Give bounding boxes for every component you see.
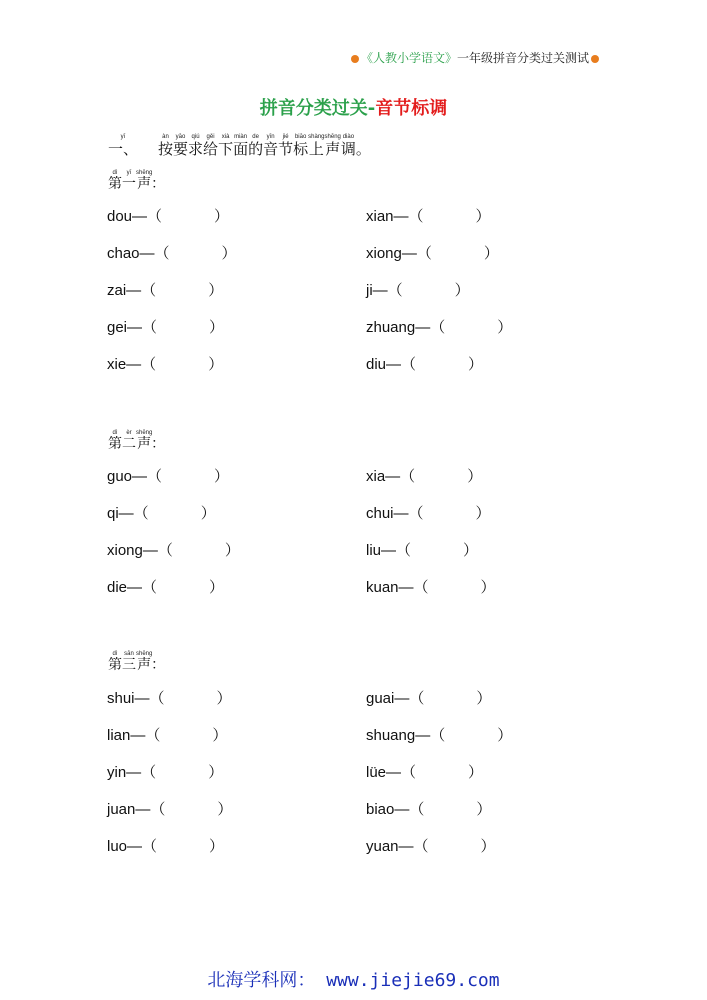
orange-dot-icon: [591, 55, 599, 63]
close-paren: ）: [217, 801, 233, 818]
syllable-prompt: kuan—（: [366, 579, 429, 596]
close-paren: ）: [476, 801, 492, 818]
section-heading-1: 第dì一yī声shēng：: [108, 170, 166, 192]
syllable-prompt: zhuang—（: [366, 319, 446, 336]
ruby-char: 声shēng: [136, 430, 153, 452]
instruction: [108, 134, 371, 159]
ruby-char: 调diào: [340, 134, 356, 158]
syllable-prompt: diu—（: [366, 356, 417, 373]
close-paren: ）: [454, 282, 470, 299]
series-name: 《人教小学语文》: [360, 51, 457, 65]
footer-website[interactable]: 北海学科网： www.jiejie69.com: [207, 970, 500, 991]
exercise-item: [366, 205, 491, 226]
ruby-char: 声shēng: [136, 651, 153, 673]
ruby-char: 节jié: [278, 134, 294, 158]
instruction-end: 。: [355, 140, 371, 158]
ruby-char: 声shēng: [324, 134, 341, 158]
exercise-item: [107, 687, 232, 708]
close-paren: ）: [209, 838, 225, 855]
syllable-prompt: luo—（: [107, 838, 158, 855]
section-heading-2: 第dì二èr声shēng：: [108, 430, 166, 452]
syllable-prompt: gei—（: [107, 319, 158, 336]
close-paren: ）: [483, 245, 499, 262]
syllable-prompt: yin—（: [107, 764, 157, 781]
ruby-char: 声shēng: [136, 170, 153, 192]
exercise-item: [107, 353, 223, 374]
ruby-char: 一yī: [122, 170, 136, 192]
close-paren: ）: [468, 764, 484, 781]
ruby-char: 求qiú: [188, 134, 204, 158]
syllable-prompt: chui—（: [366, 505, 424, 522]
close-paren: ）: [216, 690, 232, 707]
title-highlight: 音节标调: [375, 98, 448, 119]
syllable-prompt: die—（: [107, 579, 158, 596]
exercise-item: [107, 761, 223, 782]
exercise-item: [366, 798, 491, 819]
exercise-item: [366, 761, 483, 782]
syllable-prompt: ji—（: [366, 282, 403, 299]
close-paren: ）: [467, 468, 483, 485]
exercise-item: [366, 539, 478, 560]
close-paren: ）: [208, 764, 224, 781]
syllable-prompt: xia—（: [366, 468, 416, 485]
syllable-prompt: zai—（: [107, 282, 157, 299]
exercise-item: [107, 242, 237, 263]
ruby-char: 给gěi: [203, 134, 219, 158]
syllable-prompt: lüe—（: [366, 764, 417, 781]
ruby-char: 要yāo: [173, 134, 189, 158]
exercise-item: [366, 465, 482, 486]
syllable-prompt: dou—（: [107, 208, 163, 225]
ruby-char: 三sān: [122, 651, 136, 673]
exercise-item: [366, 242, 499, 263]
exercise-item: [107, 798, 232, 819]
syllable-prompt: qi—（: [107, 505, 149, 522]
syllable-prompt: guo—（: [107, 468, 163, 485]
close-paren: ）: [497, 727, 513, 744]
close-paren: ）: [208, 356, 224, 373]
close-paren: ）: [463, 542, 479, 559]
exercise-item: [107, 502, 216, 523]
syllable-prompt: shui—（: [107, 690, 165, 707]
exercise-item: [107, 205, 229, 226]
exercise-item: [366, 724, 512, 745]
syllable-prompt: liu—（: [366, 542, 412, 559]
exercise-item: [107, 835, 224, 856]
ruby-char: 面miàn: [233, 134, 249, 158]
close-paren: ）: [476, 690, 492, 707]
close-paren: ）: [209, 319, 225, 336]
exercise-item: [366, 687, 491, 708]
close-paren: ）: [480, 838, 496, 855]
exercise-item: [366, 353, 483, 374]
ruby-char: 一、yī: [108, 134, 139, 158]
syllable-prompt: xiong—（: [366, 245, 432, 262]
exercise-item: [107, 465, 229, 486]
ruby-char: 第dì: [108, 430, 122, 452]
syllable-prompt: yuan—（: [366, 838, 429, 855]
section-heading-3: 第dì三sān声shēng：: [108, 651, 166, 673]
exercise-item: [107, 724, 227, 745]
exercise-item: [366, 576, 496, 597]
syllable-prompt: shuang—（: [366, 727, 446, 744]
close-paren: ）: [224, 542, 240, 559]
syllable-prompt: juan—（: [107, 801, 166, 818]
instruction-text: [158, 134, 356, 158]
syllable-prompt: xie—（: [107, 356, 157, 373]
exercise-item: [107, 576, 224, 597]
exercise-item: [107, 316, 224, 337]
close-paren: ）: [468, 356, 484, 373]
close-paren: ）: [475, 505, 491, 522]
page-header: [349, 49, 601, 66]
exercise-item: [107, 539, 240, 560]
ruby-char: 标biāo: [293, 134, 309, 158]
close-paren: ）: [480, 579, 496, 596]
instruction-number: [108, 134, 158, 159]
exercise-item: [366, 835, 496, 856]
orange-dot-icon: [351, 55, 359, 63]
title-main: 拼音分类过关-: [259, 98, 376, 119]
ruby-char: 第dì: [108, 170, 122, 192]
ruby-char: 第dì: [108, 651, 122, 673]
exercise-item: [107, 279, 223, 300]
close-paren: ）: [497, 319, 513, 336]
page-title: [0, 94, 707, 120]
series-desc: 一年级拼音分类过关测试: [456, 51, 589, 65]
ruby-char: 二èr: [122, 430, 136, 452]
syllable-prompt: chao—（: [107, 245, 170, 262]
syllable-prompt: guai—（: [366, 690, 425, 707]
close-paren: ）: [209, 579, 225, 596]
syllable-prompt: lian—（: [107, 727, 161, 744]
close-paren: ）: [475, 208, 491, 225]
close-paren: ）: [214, 468, 230, 485]
ruby-char: 下xià: [218, 134, 234, 158]
close-paren: ）: [208, 282, 224, 299]
ruby-char: 音yīn: [263, 134, 279, 158]
close-paren: ）: [212, 727, 228, 744]
syllable-prompt: biao—（: [366, 801, 425, 818]
syllable-prompt: xian—（: [366, 208, 424, 225]
syllable-prompt: xiong—（: [107, 542, 173, 559]
ruby-char: 上shàng: [308, 134, 325, 158]
close-paren: ）: [214, 208, 230, 225]
close-paren: ）: [221, 245, 237, 262]
exercise-item: [366, 502, 491, 523]
ruby-char: 按àn: [158, 134, 174, 158]
exercise-item: [366, 279, 470, 300]
ruby-char: 的de: [248, 134, 264, 158]
exercise-item: [366, 316, 512, 337]
close-paren: ）: [200, 505, 216, 522]
